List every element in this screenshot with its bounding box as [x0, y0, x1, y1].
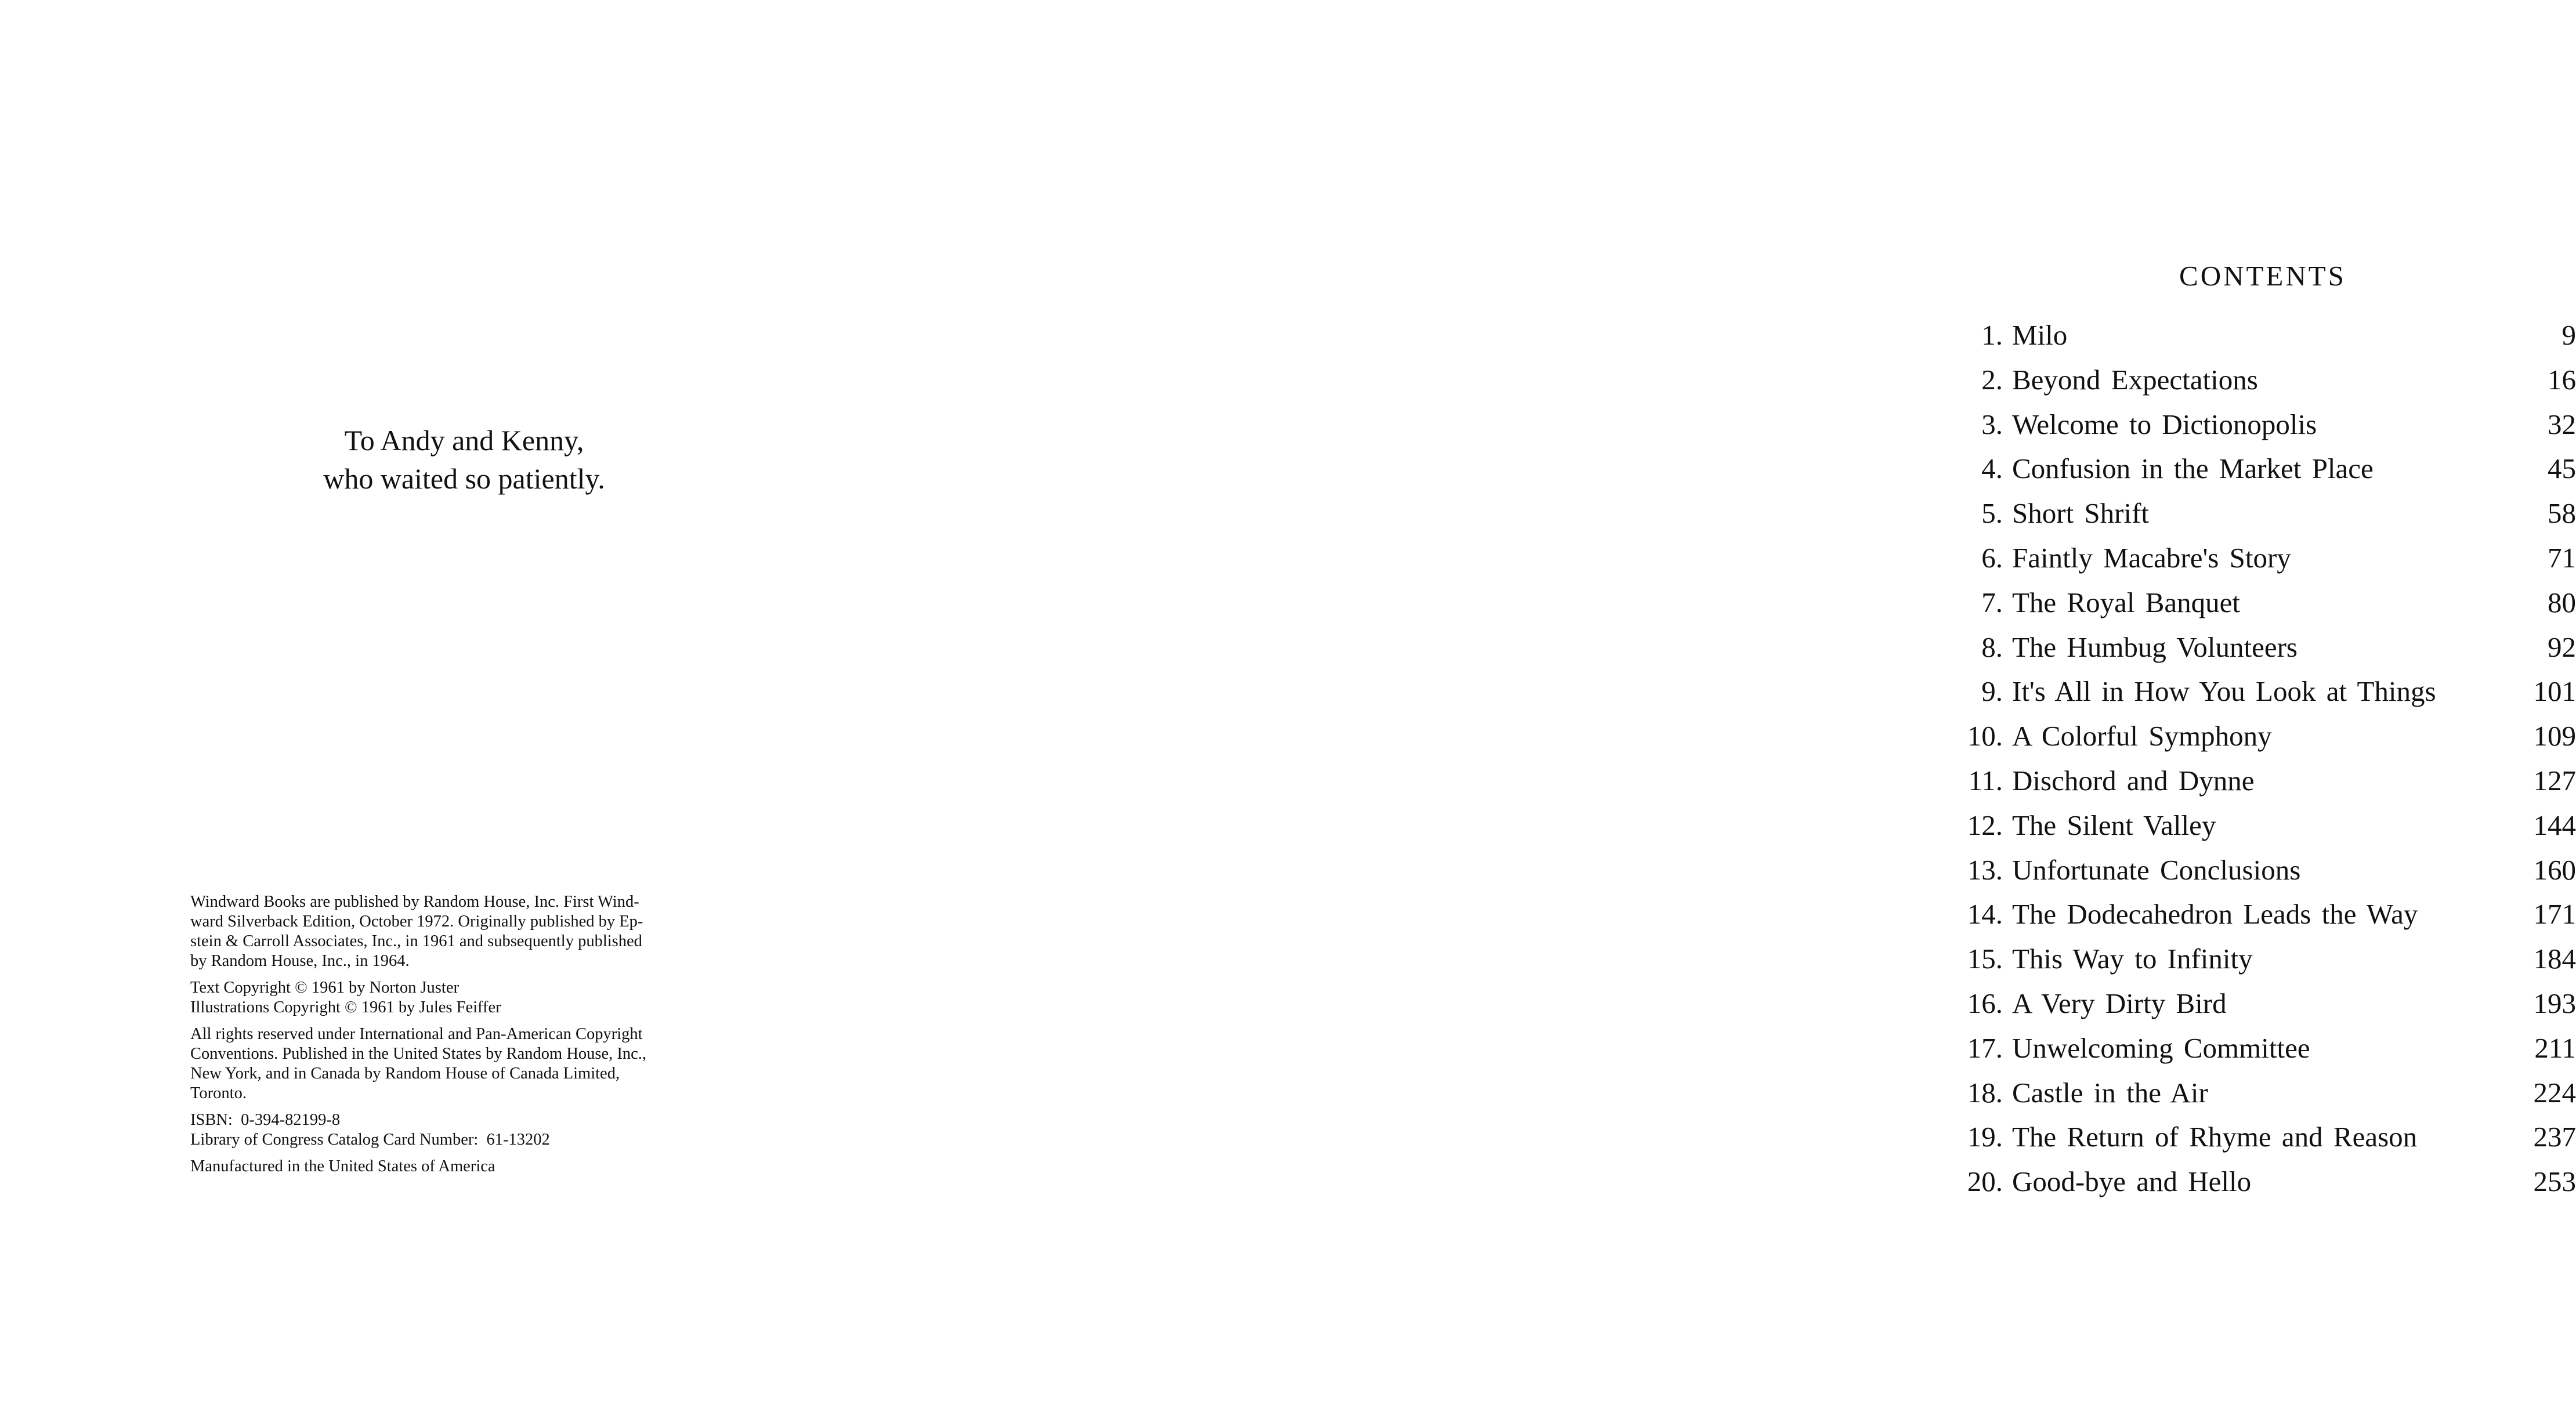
toc-entry: [1955, 669, 2576, 714]
chapter-number: 4.: [1981, 453, 2003, 485]
toc-entry: [1955, 313, 2576, 358]
toc-entry: [1955, 625, 2576, 670]
chapter-page-number: 101: [2533, 675, 2576, 708]
chapter-number: 13.: [1967, 853, 2003, 886]
chapter-number: 19.: [1967, 1121, 2003, 1153]
isbn: ISBN: 0-394-82199-8: [190, 1111, 341, 1129]
right-page: [899, 0, 2576, 1419]
illustrations-copyright: Illustrations Copyright © 1961 by Jules Feiffer: [190, 998, 501, 1016]
toc-entry: [1955, 982, 2576, 1026]
toc-entry: [1955, 803, 2576, 848]
chapter-number: 17.: [1967, 1031, 2003, 1064]
chapter-number: 18.: [1967, 1076, 2003, 1109]
toc-entry: [1955, 1115, 2576, 1160]
rights-notice-line: Toronto.: [190, 1084, 247, 1102]
toc-entry: [1955, 358, 2576, 403]
toc-entry: [1955, 1160, 2576, 1204]
toc-entry: [1955, 1026, 2576, 1071]
chapter-title: Good-bye and Hello: [2012, 1165, 2252, 1198]
chapter-number: 14.: [1967, 898, 2003, 931]
copyright-notices: [190, 978, 715, 1018]
toc-entry: [1955, 759, 2576, 803]
chapter-number: 20.: [1967, 1165, 2003, 1198]
chapter-title: Dischord and Dynne: [2012, 764, 2255, 797]
chapter-title: A Very Dirty Bird: [2012, 987, 2227, 1019]
chapter-number: 9.: [1981, 675, 2003, 708]
chapter-number: 15.: [1967, 943, 2003, 975]
dedication: [290, 421, 638, 498]
chapter-number: 2.: [1981, 363, 2003, 396]
chapter-page-number: 32: [2548, 408, 2576, 440]
chapter-title: Beyond Expectations: [2012, 363, 2258, 396]
chapter-title: Confusion in the Market Place: [2012, 453, 2374, 485]
chapter-title: The Royal Banquet: [2012, 586, 2241, 618]
chapter-title: The Dodecahedron Leads the Way: [2012, 898, 2418, 931]
toc-entry: [1955, 848, 2576, 893]
chapter-page-number: 92: [2548, 631, 2576, 663]
chapter-number: 10.: [1967, 720, 2003, 752]
chapter-number: 16.: [1967, 987, 2003, 1019]
chapter-page-number: 127: [2533, 764, 2576, 797]
chapter-page-number: 171: [2533, 898, 2576, 931]
chapter-title: This Way to Infinity: [2012, 943, 2253, 975]
toc-entry: [1955, 714, 2576, 759]
contents-heading: CONTENTS: [2179, 260, 2346, 292]
chapter-title: The Silent Valley: [2012, 809, 2216, 841]
toc-entry: [1955, 536, 2576, 581]
chapter-page-number: 193: [2533, 987, 2576, 1019]
chapter-page-number: 144: [2533, 809, 2576, 841]
toc-entry: [1955, 937, 2576, 982]
chapter-page-number: 211: [2534, 1031, 2576, 1064]
publisher-notice-line: Windward Books are published by Random House, Inc. First Wind-: [190, 893, 639, 911]
chapter-number: 1.: [1981, 319, 2003, 351]
lccn: Library of Congress Catalog Card Number: 61-13202: [190, 1131, 550, 1149]
chapter-page-number: 45: [2548, 453, 2576, 485]
chapter-page-number: 253: [2533, 1165, 2576, 1198]
left-page: [0, 0, 899, 1419]
chapter-number: 5.: [1981, 497, 2003, 530]
chapter-page-number: 160: [2533, 853, 2576, 886]
chapter-number: 11.: [1968, 764, 2003, 797]
toc-entry: [1955, 1071, 2576, 1116]
toc-entry: [1955, 491, 2576, 536]
text-copyright: Text Copyright © 1961 by Norton Juster: [190, 979, 459, 997]
dedication-line: who waited so patiently.: [323, 462, 605, 495]
chapter-page-number: 109: [2533, 720, 2576, 752]
chapter-title: Unwelcoming Committee: [2012, 1031, 2310, 1064]
chapter-page-number: 224: [2533, 1076, 2576, 1109]
rights-notice-line: Conventions. Published in the United States by Random House, Inc.,: [190, 1045, 647, 1063]
toc-entry: [1955, 892, 2576, 937]
dedication-line: To Andy and Kenny,: [344, 424, 584, 457]
toc-entry: [1955, 581, 2576, 625]
chapter-title: A Colorful Symphony: [2012, 720, 2272, 752]
table-of-contents: [1955, 313, 2576, 1204]
chapter-title: The Humbug Volunteers: [2012, 631, 2298, 663]
chapter-title: Unfortunate Conclusions: [2012, 853, 2301, 886]
chapter-page-number: 184: [2533, 943, 2576, 975]
chapter-title: Faintly Macabre's Story: [2012, 541, 2291, 574]
chapter-number: 3.: [1981, 408, 2003, 440]
manufactured-notice: [190, 1157, 715, 1177]
chapter-page-number: 80: [2548, 586, 2576, 618]
publisher-notice: [190, 892, 715, 971]
toc-entry: [1955, 447, 2576, 491]
chapter-page-number: 9: [2561, 319, 2576, 351]
rights-notice: [190, 1025, 715, 1103]
chapter-page-number: 58: [2548, 497, 2576, 530]
chapter-number: 8.: [1981, 631, 2003, 663]
chapter-number: 6.: [1981, 541, 2003, 574]
rights-notice-line: All rights reserved under International and Pan-American Copyright: [190, 1025, 643, 1043]
chapter-number: 7.: [1981, 586, 2003, 618]
chapter-title: Welcome to Dictionopolis: [2012, 408, 2317, 440]
chapter-page-number: 71: [2548, 541, 2576, 574]
publisher-notice-line: by Random House, Inc., in 1964.: [190, 952, 410, 970]
toc-entry: [1955, 403, 2576, 447]
chapter-title: Castle in the Air: [2012, 1076, 2208, 1109]
chapter-number: 12.: [1967, 809, 2003, 841]
chapter-page-number: 237: [2533, 1121, 2576, 1153]
catalog-info: [190, 1110, 715, 1150]
chapter-title: Milo: [2012, 319, 2068, 351]
publisher-notice-line: stein & Carroll Associates, Inc., in 1961 and subsequently published: [190, 932, 642, 950]
chapter-title: It's All in How You Look at Things: [2012, 675, 2436, 708]
copyright-block: [190, 892, 715, 1183]
publisher-notice-line: ward Silverback Edition, October 1972. Originally published by Ep-: [190, 913, 643, 931]
chapter-page-number: 16: [2548, 363, 2576, 396]
chapter-title: Short Shrift: [2012, 497, 2150, 530]
rights-notice-line: New York, and in Canada by Random House of Canada Limited,: [190, 1065, 620, 1083]
manufactured-line: Manufactured in the United States of America: [190, 1157, 495, 1175]
chapter-title: The Return of Rhyme and Reason: [2012, 1121, 2418, 1153]
